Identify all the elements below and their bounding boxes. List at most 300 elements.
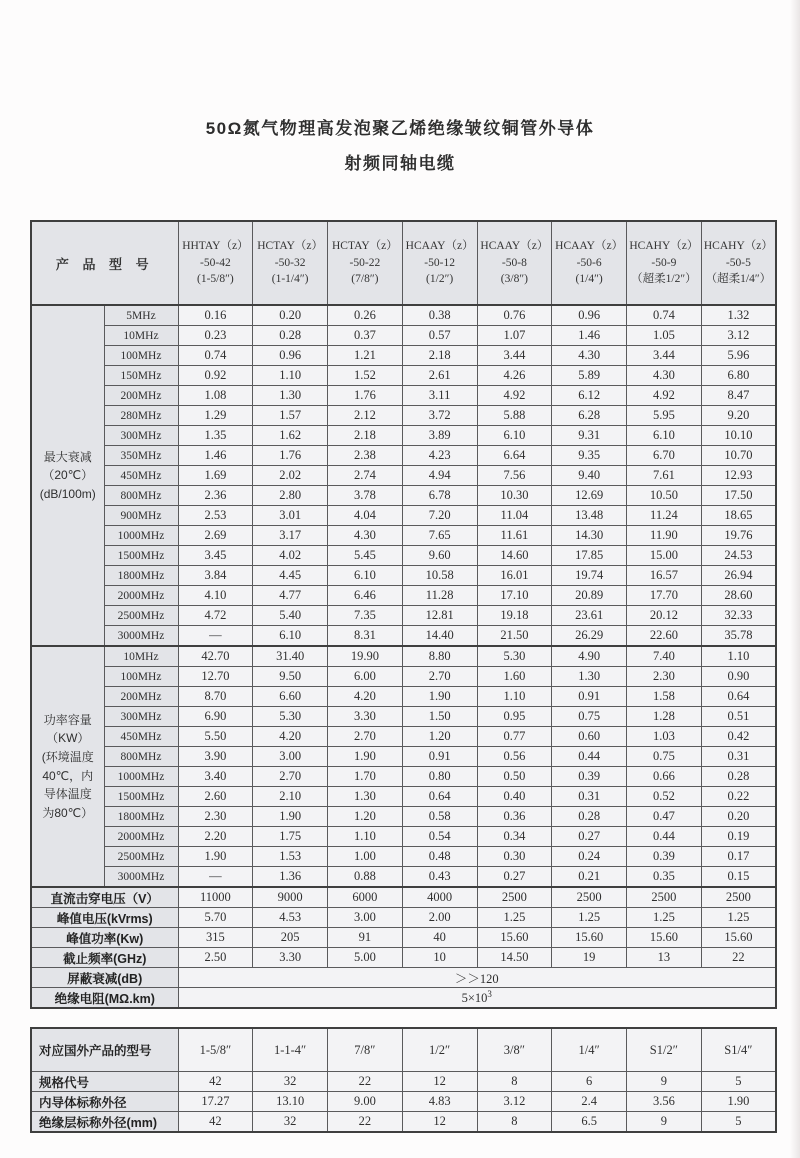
spec-table-body [31,305,776,1008]
max-attenuation-value: 1.46 [178,446,253,466]
power-capacity-value: 0.17 [701,847,776,867]
power-capacity-value: 0.60 [552,727,627,747]
max-attenuation-value: 24.53 [701,546,776,566]
max-attenuation-value: 18.65 [701,506,776,526]
product-model: -50-22 [349,256,381,269]
max-attenuation-value: 1.07 [477,326,552,346]
max-attenuation-value: 26.29 [552,626,627,647]
max-attenuation-value: 13.48 [552,506,627,526]
max-attenuation-value: 1.35 [178,426,253,446]
peak-power-value: 15.60 [552,928,627,948]
max-attenuation-value: 14.60 [477,546,552,566]
inner-conductor-od-value: 13.10 [253,1092,328,1112]
max-attenuation-section-label [31,305,104,646]
power-capacity-value: 3.00 [253,747,328,767]
spec-code-value: 22 [328,1072,403,1092]
product-name: HCAHY（z） [629,239,699,252]
max-attenuation-row [31,586,776,606]
max-attenuation-value: 2.74 [328,466,403,486]
product-model: -50-6 [576,256,602,269]
max-attenuation-value: 6.10 [477,426,552,446]
power-capacity-row [31,687,776,707]
inner-conductor-od-value: 3.56 [627,1092,702,1112]
power-capacity-row [31,667,776,687]
peak-power-value: 40 [402,928,477,948]
max-attenuation-value: 10.50 [627,486,702,506]
power-capacity-value: 4.90 [552,646,627,667]
power-capacity-value: 0.42 [701,727,776,747]
max-attenuation-value: 20.89 [552,586,627,606]
frequency-label: 2500MHz [104,606,178,626]
frequency-label: 2500MHz [104,847,178,867]
frequency-label: 800MHz [104,486,178,506]
power-capacity-value: 0.19 [701,827,776,847]
max-attenuation-value: 11.28 [402,586,477,606]
max-attenuation-value: 11.24 [627,506,702,526]
max-attenuation-value: 0.38 [402,305,477,326]
max-attenuation-value: 3.72 [402,406,477,426]
inner-conductor-od-value: 1.90 [701,1092,776,1112]
power-capacity-value: 0.48 [402,847,477,867]
spec-code-row [31,1072,776,1092]
peak-power-label: 峰值功率(Kw) [31,928,178,948]
max-attenuation-value: 0.76 [477,305,552,326]
insulation-od-value: 42 [178,1112,253,1133]
section-label-line: 最大衰减 [43,449,92,464]
max-attenuation-value: 3.78 [328,486,403,506]
power-capacity-value: 5.30 [253,707,328,727]
frequency-label: 450MHz [104,727,178,747]
power-capacity-value: 0.27 [477,867,552,888]
max-attenuation-value: 4.94 [402,466,477,486]
power-capacity-value: 1.75 [253,827,328,847]
power-capacity-value: 2.30 [627,667,702,687]
product-model: -50-12 [424,256,455,269]
max-attenuation-value: 1.62 [253,426,328,446]
max-attenuation-value: 3.89 [402,426,477,446]
max-attenuation-value: 1.21 [328,346,403,366]
power-capacity-value: 1.60 [477,667,552,687]
max-attenuation-value: 6.10 [253,626,328,647]
power-capacity-value: 0.31 [701,747,776,767]
peak-power-value: 15.60 [701,928,776,948]
max-attenuation-value: 4.45 [253,566,328,586]
max-attenuation-value: 19.18 [477,606,552,626]
max-attenuation-row [31,386,776,406]
max-attenuation-value: 6.46 [328,586,403,606]
power-capacity-value: 1.36 [253,867,328,888]
peak-power-row [31,928,776,948]
cutoff-frequency-value: 3.30 [253,948,328,968]
max-attenuation-value: 2.53 [178,506,253,526]
power-capacity-value: 0.15 [701,867,776,888]
frequency-label: 1800MHz [104,566,178,586]
max-attenuation-row [31,546,776,566]
max-attenuation-value: 4.30 [552,346,627,366]
power-capacity-value: 0.22 [701,787,776,807]
max-attenuation-row [31,466,776,486]
insulation-resistance-value: $5\times 10^3$ [178,988,776,1009]
max-attenuation-value: 11.04 [477,506,552,526]
power-capacity-value: 0.44 [627,827,702,847]
power-capacity-value: 0.39 [552,767,627,787]
power-capacity-value: 0.44 [552,747,627,767]
power-capacity-value: 5.50 [178,727,253,747]
max-attenuation-row [31,486,776,506]
dc-breakdown-voltage-value: 11000 [178,887,253,908]
power-capacity-value: 0.39 [627,847,702,867]
power-capacity-value: 2.70 [328,727,403,747]
insulation-od-value: 22 [328,1112,403,1133]
max-attenuation-row [31,406,776,426]
max-attenuation-value: 0.96 [253,346,328,366]
cutoff-frequency-value: 5.00 [328,948,403,968]
power-capacity-value: 8.70 [178,687,253,707]
product-column-header-8 [701,221,776,305]
max-attenuation-value: 6.70 [627,446,702,466]
product-size: (1-1/4″) [271,273,309,286]
insulation-od-value: 12 [402,1112,477,1133]
max-attenuation-value: 12.69 [552,486,627,506]
cutoff-frequency-value: 14.50 [477,948,552,968]
inner-conductor-od-value: 9.00 [328,1092,403,1112]
shielding-attenuation-value: ＞＞120 [178,968,776,988]
section-label-line: （20℃） [42,468,94,483]
section-label-line: 导体温度 [43,787,92,802]
power-capacity-value: 0.28 [552,807,627,827]
cutoff-frequency-value: 10 [402,948,477,968]
max-attenuation-value: 5.40 [253,606,328,626]
power-capacity-value: 0.30 [477,847,552,867]
frequency-label: 10MHz [104,326,178,346]
max-attenuation-row [31,446,776,466]
product-name: HCTAY（z） [257,239,323,252]
max-attenuation-row [31,626,776,647]
power-capacity-value: 4.20 [328,687,403,707]
max-attenuation-value: 3.17 [253,526,328,546]
shielding-attenuation-row [31,968,776,988]
power-capacity-value: 1.03 [627,727,702,747]
max-attenuation-value: 21.50 [477,626,552,647]
product-column-header-4 [402,221,477,305]
power-capacity-value: 0.34 [477,827,552,847]
cutoff-frequency-value: 22 [701,948,776,968]
max-attenuation-value: 1.76 [328,386,403,406]
power-capacity-value: 0.90 [701,667,776,687]
max-attenuation-value: 1.10 [253,366,328,386]
max-attenuation-value: 15.00 [627,546,702,566]
max-attenuation-value: 4.23 [402,446,477,466]
max-attenuation-row [31,366,776,386]
max-attenuation-row [31,566,776,586]
max-attenuation-value: 11.61 [477,526,552,546]
max-attenuation-value: 4.92 [627,386,702,406]
power-capacity-value: 1.90 [178,847,253,867]
max-attenuation-value: 22.60 [627,626,702,647]
power-capacity-value: 0.80 [402,767,477,787]
power-capacity-value: — [178,867,253,888]
power-capacity-value: 19.90 [328,646,403,667]
power-capacity-value: 0.31 [552,787,627,807]
power-capacity-row [31,767,776,787]
max-attenuation-value: 3.12 [701,326,776,346]
max-attenuation-value: 4.04 [328,506,403,526]
frequency-label: 2000MHz [104,586,178,606]
max-attenuation-value: 4.77 [253,586,328,606]
max-attenuation-value: 10.10 [701,426,776,446]
power-capacity-value: 1.90 [328,747,403,767]
power-capacity-value: 0.21 [552,867,627,888]
max-attenuation-value: 1.30 [253,386,328,406]
peak-voltage-value: 1.25 [552,908,627,928]
section-label-line: (dB/100m) [39,486,96,501]
power-capacity-value: 0.58 [402,807,477,827]
max-attenuation-value: 9.40 [552,466,627,486]
cutoff-frequency-value: 13 [627,948,702,968]
insulation-od-label: 绝缘层标称外径(mm) [31,1112,178,1133]
max-attenuation-value: 2.02 [253,466,328,486]
max-attenuation-value: 20.12 [627,606,702,626]
max-attenuation-value: 0.23 [178,326,253,346]
dc-breakdown-voltage-row [31,887,776,908]
document-title-line2: 射频同轴电缆 [344,154,456,173]
frequency-label: 900MHz [104,506,178,526]
spec-code-value: 12 [402,1072,477,1092]
max-attenuation-value: 9.60 [402,546,477,566]
insulation-resistance-label: 绝缘电阻(MΩ.km) [31,988,178,1009]
max-attenuation-value: 2.38 [328,446,403,466]
peak-power-value: 315 [178,928,253,948]
max-attenuation-value: 6.12 [552,386,627,406]
dc-breakdown-voltage-value: 2500 [701,887,776,908]
max-attenuation-value: 1.32 [701,305,776,326]
max-attenuation-value: 3.01 [253,506,328,526]
max-attenuation-value: 2.18 [402,346,477,366]
max-attenuation-value: 1.76 [253,446,328,466]
frequency-label: 300MHz [104,426,178,446]
max-attenuation-value: 0.57 [402,326,477,346]
max-attenuation-value: 1.46 [552,326,627,346]
max-attenuation-value: 2.12 [328,406,403,426]
peak-power-value: 205 [253,928,328,948]
frequency-label: 450MHz [104,466,178,486]
power-capacity-value: 2.20 [178,827,253,847]
product-name: HCAAY（z） [555,239,624,252]
max-attenuation-value: 17.70 [627,586,702,606]
power-capacity-value: 7.40 [627,646,702,667]
peak-voltage-value: 3.00 [328,908,403,928]
product-column-header-3 [328,221,403,305]
max-attenuation-value: 35.78 [701,626,776,647]
max-attenuation-value: 2.69 [178,526,253,546]
power-capacity-value: 0.91 [552,687,627,707]
inner-conductor-od-label: 内导体标称外径 [31,1092,178,1112]
peak-power-value: 15.60 [477,928,552,948]
max-attenuation-row [31,426,776,446]
max-attenuation-value: 1.57 [253,406,328,426]
max-attenuation-value: 0.96 [552,305,627,326]
peak-voltage-value: 5.70 [178,908,253,928]
max-attenuation-value: — [178,626,253,647]
max-attenuation-value: 5.88 [477,406,552,426]
power-capacity-value: 4.20 [253,727,328,747]
frequency-label: 1500MHz [104,546,178,566]
power-capacity-value: 5.30 [477,646,552,667]
power-capacity-value: 1.20 [328,807,403,827]
frequency-label: 300MHz [104,707,178,727]
max-attenuation-row [31,526,776,546]
max-attenuation-value: 5.89 [552,366,627,386]
foreign-equivalent-model-row [31,1028,776,1072]
insulation-od-value: 9 [627,1112,702,1133]
dc-breakdown-voltage-value: 2500 [552,887,627,908]
max-attenuation-value: 23.61 [552,606,627,626]
max-attenuation-value: 0.28 [253,326,328,346]
product-size: (7/8″) [351,273,379,286]
max-attenuation-value: 3.44 [477,346,552,366]
power-capacity-value: 0.56 [477,747,552,767]
power-capacity-value: 0.75 [552,707,627,727]
document-title [0,0,800,174]
peak-voltage-row [31,908,776,928]
power-capacity-value: 0.88 [328,867,403,888]
power-capacity-value: 0.35 [627,867,702,888]
power-capacity-value: 0.54 [402,827,477,847]
power-capacity-row [31,827,776,847]
max-attenuation-value: 4.10 [178,586,253,606]
power-capacity-value: 2.60 [178,787,253,807]
peak-power-value: 91 [328,928,403,948]
max-attenuation-value: 0.74 [178,346,253,366]
max-attenuation-value: 3.11 [402,386,477,406]
product-model: -50-9 [651,256,677,269]
dc-breakdown-voltage-value: 6000 [328,887,403,908]
cutoff-frequency-label: 截止频率(GHz) [31,948,178,968]
power-capacity-value: 0.40 [477,787,552,807]
power-capacity-value: 0.64 [701,687,776,707]
max-attenuation-value: 6.10 [627,426,702,446]
max-attenuation-value: 9.20 [701,406,776,426]
power-capacity-value: 1.10 [701,646,776,667]
max-attenuation-value: 5.95 [627,406,702,426]
spec-code-value: 8 [477,1072,552,1092]
power-capacity-value: 1.28 [627,707,702,727]
insulation-resistance-row [31,988,776,1009]
max-attenuation-value: 2.61 [402,366,477,386]
max-attenuation-value: 1.69 [178,466,253,486]
max-attenuation-value: 32.33 [701,606,776,626]
max-attenuation-value: 4.92 [477,386,552,406]
max-attenuation-value: 1.08 [178,386,253,406]
inner-conductor-od-value: 4.83 [402,1092,477,1112]
foreign-equivalent-model-value: S1/2″ [627,1028,702,1072]
max-attenuation-row [31,506,776,526]
max-attenuation-value: 14.40 [402,626,477,647]
product-column-header-2 [253,221,328,305]
frequency-label: 350MHz [104,446,178,466]
peak-voltage-value: 1.25 [627,908,702,928]
power-capacity-row [31,727,776,747]
power-capacity-value: 3.30 [328,707,403,727]
power-capacity-value: 0.47 [627,807,702,827]
cable-spec-table [30,220,777,1009]
power-capacity-value: 0.36 [477,807,552,827]
dc-breakdown-voltage-value: 2500 [477,887,552,908]
inner-conductor-od-value: 17.27 [178,1092,253,1112]
product-column-header-7 [627,221,702,305]
power-capacity-value: 6.00 [328,667,403,687]
max-attenuation-value: 19.74 [552,566,627,586]
frequency-label: 5MHz [104,305,178,326]
max-attenuation-value: 1.05 [627,326,702,346]
max-attenuation-value: 11.90 [627,526,702,546]
power-capacity-row [31,787,776,807]
inner-conductor-od-value: 2.4 [552,1092,627,1112]
max-attenuation-value: 4.26 [477,366,552,386]
max-attenuation-row [31,326,776,346]
max-attenuation-value: 12.81 [402,606,477,626]
insulation-od-value: 8 [477,1112,552,1133]
cutoff-frequency-value: 2.50 [178,948,253,968]
max-attenuation-value: 6.64 [477,446,552,466]
max-attenuation-value: 0.26 [328,305,403,326]
power-capacity-value: 0.28 [701,767,776,787]
foreign-equivalent-model-value: S1/4″ [701,1028,776,1072]
max-attenuation-value: 4.30 [627,366,702,386]
power-capacity-value: 1.10 [328,827,403,847]
spec-code-value: 42 [178,1072,253,1092]
frequency-label: 200MHz [104,687,178,707]
power-capacity-value: 1.58 [627,687,702,707]
power-capacity-value: 0.66 [627,767,702,787]
foreign-equivalent-model-label: 对应国外产品的型号 [31,1028,178,1072]
dc-breakdown-voltage-value: 9000 [253,887,328,908]
max-attenuation-value: 9.31 [552,426,627,446]
product-size: (1/4″) [575,273,603,286]
max-attenuation-value: 3.45 [178,546,253,566]
power-capacity-value: 42.70 [178,646,253,667]
power-capacity-row [31,847,776,867]
section-label-line: 40℃，内 [42,768,94,783]
max-attenuation-value: 26.94 [701,566,776,586]
max-attenuation-value: 0.37 [328,326,403,346]
power-capacity-value: 0.64 [402,787,477,807]
frequency-label: 1500MHz [104,787,178,807]
power-capacity-value: 0.43 [402,867,477,888]
section-label-line: （KW） [46,731,90,746]
product-name: HCAAY（z） [405,239,474,252]
power-capacity-value: 0.77 [477,727,552,747]
power-capacity-value: 8.80 [402,646,477,667]
product-size: (1/2″) [426,273,454,286]
dc-breakdown-voltage-value: 4000 [402,887,477,908]
frequency-label: 150MHz [104,366,178,386]
power-capacity-value: 0.50 [477,767,552,787]
max-attenuation-value: 4.02 [253,546,328,566]
section-label-line: (环境温度 [41,749,94,764]
power-capacity-value: 3.90 [178,747,253,767]
product-model: -50-8 [501,256,527,269]
max-attenuation-value: 17.50 [701,486,776,506]
power-capacity-value: 1.50 [402,707,477,727]
max-attenuation-value: 17.10 [477,586,552,606]
frequency-label: 10MHz [104,646,178,667]
max-attenuation-value: 6.28 [552,406,627,426]
product-size: （超柔1/4″） [705,273,772,286]
max-attenuation-value: 1.52 [328,366,403,386]
product-model: -50-42 [200,256,231,269]
power-capacity-value: 0.24 [552,847,627,867]
